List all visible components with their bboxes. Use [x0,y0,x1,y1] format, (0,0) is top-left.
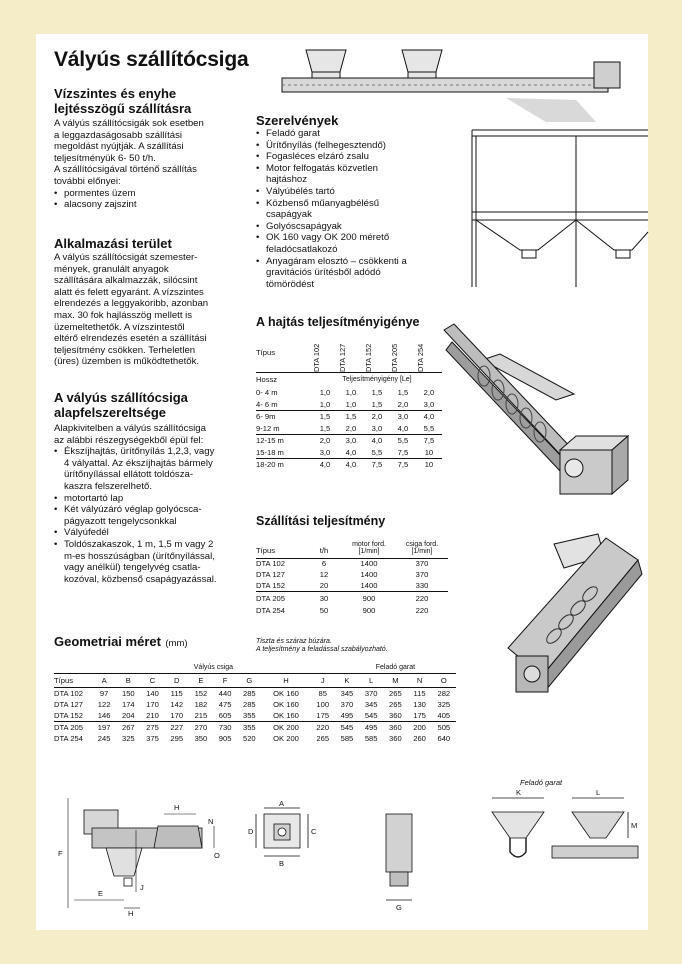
table-cell: 1,5 [397,388,409,397]
list-line: • motortartó lap [64,492,124,504]
table-cell: 150 [121,688,135,698]
table-cell: 2,0 [345,423,357,433]
capacity-table [256,536,448,616]
table-row [54,710,456,722]
column-header: M [392,675,399,685]
column-header: DTA 102 [312,343,321,372]
application-line: (üres) üzemben is működtethetők. [54,356,200,368]
intro-line: megoldást nyújtják. A szállítási [54,141,184,153]
table-cell: 3,0 [371,423,383,433]
table-row [256,459,442,471]
table-cell: 545 [364,711,378,720]
table-cell: DTA 205 [54,723,83,732]
list-line: • Vályúfedél [64,527,109,539]
intro-line: A vályús szállítócsigák sok esetben [54,118,204,129]
inlet-hopper-2 [402,50,442,72]
table-cell: 0- 4 m [256,388,278,397]
table-cell: 227 [170,723,184,732]
inlet-hopper-1 [306,50,346,72]
table-cell: 265 [316,734,330,744]
table-cell: 405 [437,711,451,720]
table-header: Típus [256,347,275,357]
table-cell: 1,5 [371,399,383,409]
hopper-side [572,812,624,838]
table-cell: OK 160 [273,688,299,698]
table-group-header: Feladó garat [375,663,416,671]
list-item [54,446,264,492]
application-line: A vályús szállítócsigát szemester- [54,252,198,263]
list-item [54,527,264,539]
table-cell: 355 [242,711,256,720]
table-cell: 370 [340,699,354,709]
column-header: DTA 152 [363,343,373,372]
table-cell: 350 [194,734,208,744]
dimension-labels [58,803,220,918]
list-line: • Fogasléces elzáró zsalu [266,151,369,163]
table-cell: 355 [242,723,256,732]
list-item [54,539,264,585]
table-cell: 2,0 [371,412,383,422]
table-cell: DTA 127 [54,699,83,709]
table-cell: 4,0 [423,412,435,422]
table-cell: OK 200 [273,734,299,744]
column-header: B [125,675,131,685]
table-cell: 5,5 [423,423,435,433]
list-item [54,493,264,505]
dim-label: F [58,849,63,858]
intro-line: A szállítócsigával történő szállítás [54,164,197,176]
table-cell: 6- 9m [256,412,276,422]
list-line: • Közbenső műanyagbélésű [266,197,380,209]
table-cell: DTA 102 [256,559,285,569]
dim-label: H [128,909,134,918]
list-item [54,504,264,527]
table-row [256,591,448,605]
table-cell: 1,5 [345,412,357,422]
application-line: üzemeltethetők. A vízszintestől [54,321,185,333]
table-cell: 152 [194,688,208,698]
column-header: A [101,675,107,685]
table-cell: 100 [316,699,330,709]
table-row [256,558,448,569]
table-cell: 730 [218,723,232,732]
table-cell: 1,0 [319,399,331,409]
column-header: DTA 205 [389,343,399,372]
intro-line: teljesítményük 6- 50 t/h. [54,152,156,164]
table-cell: DTA 254 [256,606,285,615]
application-line: alatt és felett egyaránt. A vízszintes [54,286,204,298]
table-cell: 7,5 [423,436,435,446]
table-cell: 1,5 [371,388,383,397]
table-cell: 295 [170,734,184,744]
application-line: max. 30 fok hajlásszög mellett is [54,309,193,321]
table-cell: 3,0 [319,447,331,457]
list-item: • alacsony zajszint [54,199,254,211]
dim-label: D [248,827,254,836]
table-cell: 3,0 [397,412,409,422]
column-header: K [344,675,350,685]
table-cell: 1,0 [345,388,357,397]
table-cell: 12-15 m [256,436,284,446]
table-cell: 370 [364,688,378,698]
column-header: N [416,675,423,685]
table-cell: 520 [242,734,256,744]
table-row [256,387,442,399]
dim-label: N [208,817,214,826]
table-cell: 267 [121,723,135,732]
table-cell: 220 [415,593,429,603]
table-cell: 140 [146,688,159,698]
table-cell: 215 [194,711,208,720]
list-line: págyazott tengelycsonkkal [64,515,177,527]
table-header: csiga ford. [1/min] [405,540,439,555]
table-cell: 285 [242,688,256,698]
intro-heading: Vízszintes és enyhe lejtésszögű szállításra [54,86,192,116]
table-cell: 585 [340,734,354,744]
equipment-bullets [54,446,264,585]
column-header: DTA 254 [415,343,425,372]
table-header: Hossz [256,375,278,385]
table-cell: 170 [146,699,159,709]
table-cell: 2,0 [397,399,409,409]
table-header: t/h [319,545,329,555]
equipment-line: Alapkivitelben a vályús szállítócsiga [54,423,206,434]
table-cell: 130 [413,699,426,709]
drive-motor [594,62,620,88]
table-row [54,733,456,745]
table-cell: 505 [437,723,451,732]
table-cell: 204 [121,711,135,720]
bulk-material [506,98,596,122]
table-cell: 7,5 [397,447,409,457]
conveyor-silo-illustration [276,42,648,287]
table-cell: OK 160 [273,699,299,709]
table-row [256,580,448,591]
geometry-table [54,662,456,745]
conveyor-inlet-illustration [502,526,648,706]
table-cell: DTA 152 [54,711,83,720]
table-cell: 495 [340,711,354,720]
table-group-header: Vályús csiga [193,663,234,671]
table-cell: DTA 102 [54,688,83,698]
table-cell: 640 [437,734,451,744]
table-cell: 360 [389,711,402,720]
table-cell: 3,0 [345,436,357,446]
table-cell: 345 [364,699,378,709]
column-header: D [173,675,180,685]
list-line: • Vályúbélés tartó [266,185,335,197]
table-cell: 1400 [360,580,378,590]
table-cell: 245 [97,734,111,744]
dim-label: B [279,859,285,868]
dim-label: E [98,889,104,898]
hopper-front [492,812,544,838]
dim-label: A [279,799,285,808]
equipment-heading: A vályús szállítócsiga alapfelszereltsége [54,390,188,420]
application-line: mények, granulált anyagok [54,263,169,275]
table-row [54,699,456,711]
table-cell: 325 [437,699,451,709]
table-cell: DTA 152 [256,580,285,590]
table-cell: 97 [99,688,109,698]
table-cell: 282 [437,688,451,698]
table-cell: 360 [389,734,402,744]
list-line: ürítőnyílással ellátott toldósza- [64,469,194,481]
table-cell: 260 [413,734,426,744]
list-line: gravitációs ürítésből adódó [266,267,381,279]
list-line: vagy anélkül) tengelyvég csatla- [64,562,201,574]
table-cell: 4,0 [319,460,331,470]
table-cell: 1400 [360,570,378,579]
table-cell: 10 [424,447,434,457]
table-cell: 9-12 m [256,423,280,433]
table-cell: 12 [319,570,329,579]
table-cell: 370 [415,559,429,569]
table-cell: OK 200 [273,723,299,732]
table-cell: 370 [415,570,429,579]
table-row [256,605,448,616]
equipment-line: az alábbi részegységekből épül fel: [54,434,204,446]
silo-frame [472,130,648,287]
table-cell: 275 [146,723,159,732]
drive-power-table [256,332,442,471]
list-item: • pormentes üzem [54,188,254,200]
table-cell: 18-20 m [256,460,284,470]
column-header: F [222,675,228,685]
intro-bullets [54,188,254,211]
table-cell: 2,0 [423,388,435,397]
table-cell: 6 [321,559,327,569]
table-cell: 3,0 [423,399,435,409]
intro-line: a leggazdaságosabb szállítási [54,129,183,141]
column-header: Típus [54,675,73,685]
table-cell: 220 [415,606,429,615]
list-line: hajtáshoz [266,174,308,186]
application-heading: Alkalmazási terület [54,236,172,251]
table-cell: 174 [121,699,135,709]
table-cell: 30 [319,593,329,603]
table-cell: 330 [415,580,429,590]
table-cell: 475 [218,699,232,709]
shaft-end-diagram [380,810,420,910]
geometry-unit: (mm) [165,638,188,649]
capacity-table-heading: Szállítási teljesítmény [256,514,386,528]
table-cell: 1,0 [345,399,357,409]
table-cell: 170 [170,711,184,720]
table-cell: 7,5 [397,460,409,470]
dim-label: L [596,788,601,797]
table-cell: 4- 6 m [256,399,278,409]
list-line: • Motor felfogatás közvetlen [266,162,378,174]
table-cell: 1400 [360,559,378,569]
feed-hopper-diagram [488,790,638,880]
list-line: • Feladó garat [266,128,320,139]
table-cell: DTA 205 [256,593,285,603]
table-cell: 2,0 [319,436,331,446]
table-header: Típus [256,545,275,555]
table-cell: 545 [340,723,354,732]
application-text [54,252,259,368]
application-line: elrendezés a leggyakoribb, azonban [54,298,209,310]
table-row [256,411,442,423]
table-cell: 142 [170,699,184,709]
application-line: teljesítmény csökken. Terheletlen [54,344,196,356]
table-cell: 10 [424,460,434,470]
geometry-heading [54,633,188,651]
table-cell: 175 [413,711,426,720]
table-row [54,722,456,734]
table-cell: 900 [362,606,376,615]
column-header: L [369,675,374,685]
cross-section-diagram [248,799,318,874]
table-cell: 345 [340,688,354,698]
application-line: szállítására alkalmazzák, silócsint [54,275,198,287]
table-cell: 50 [319,606,329,615]
table-cell: 15-18 m [256,447,284,457]
list-line: • Anyagáram elosztó – csökkenti a [266,255,407,267]
column-header: E [198,675,204,685]
column-header: O [440,675,447,685]
table-cell: 5,5 [371,447,383,457]
dim-label: O [214,851,220,860]
note-line: A teljesítmény a feladással szabályozható. [256,646,388,654]
list-line: 4 vályattal. Az ékszíjhajtás bármely [64,457,213,469]
table-cell: 7,5 [371,460,383,470]
table-cell: 197 [97,723,111,732]
table-cell: 440 [218,688,232,698]
list-line: m-es hosszúságban (ürítőnyílással, [64,550,215,562]
table-cell: 182 [194,699,208,709]
table-cell: 85 [318,688,327,698]
table-cell: 175 [316,711,330,720]
list-line: • Toldószakaszok, 1 m, 1,5 m vagy 2 [64,538,214,550]
list-line: • OK 160 vagy OK 200 mérető [266,232,390,244]
table-cell: 122 [97,699,111,709]
page [36,34,648,930]
trough-conveyor-illustration [444,320,644,510]
table-cell: 285 [242,699,256,709]
column-header: H [283,675,289,685]
table-cell: 220 [316,723,330,732]
table-row [256,435,442,447]
list-line: kaszra felszerelhető. [64,480,152,492]
table-cell: 115 [413,688,426,698]
table-cell: 1,5 [319,423,331,433]
column-header: C [149,675,156,685]
table-cell: 495 [364,723,378,732]
list-line: feladócsatlakozó [266,243,338,255]
table-cell: 265 [389,699,402,709]
table-cell: OK 160 [273,711,299,720]
table-row [256,399,442,411]
list-line: • Ékszíjhajtás, ürítőnyílás 1,2,3, vagy [64,446,215,458]
table-cell: 905 [218,734,232,744]
table-cell: 4,0 [345,460,357,470]
dim-label: J [140,883,144,892]
intro-line: további előnyei: [54,175,121,187]
table-cell: 1,5 [319,412,331,422]
table-cell: 585 [364,734,378,744]
end-plate [386,814,412,872]
fittings-heading: Szerelvények [256,113,339,128]
list-line: tömörödést [266,278,314,290]
page-title: Vályús szállítócsiga [54,48,249,71]
dim-label: M [631,821,638,830]
note-line: Tiszta és száraz búzára. [256,638,332,645]
table-row [256,423,442,435]
table-cell: DTA 127 [256,570,285,579]
table-row [256,447,442,459]
column-header: G [246,675,253,685]
intro-text [54,118,254,211]
table-cell: 115 [170,688,183,698]
list-line: • Golyóscsapágyak [266,220,342,232]
column-header: J [320,675,325,685]
equipment-text [54,423,264,585]
table-cell: 4,0 [397,423,409,433]
table-cell: 210 [146,711,159,720]
table-cell: 270 [194,723,208,732]
pulley [565,459,583,477]
table-cell: 375 [146,734,159,744]
hopper-diagram-title: Feladó garat [520,778,563,787]
dim-label: C [311,827,317,836]
table-cell: 146 [97,711,111,720]
capacity-notes [256,638,388,655]
table-cell: 200 [413,723,426,732]
table-cell: 605 [218,711,232,720]
list-line: • Két vályúzáró véglap golyócsca- [64,504,202,516]
table-row [54,687,456,699]
list-line: kozóval, közbenső csapágyazással. [64,573,217,585]
list-line: • Ürítőnyílás (felhegesztendő) [266,139,386,151]
dim-label: H [174,803,180,812]
column-header: DTA 127 [337,343,347,372]
application-line: eltérő elrendezés esetén a szállítási [54,333,207,345]
table-row [256,569,448,580]
table-header: motor ford. [1/min] [352,540,386,555]
table-cell: 4,0 [345,447,357,457]
table-cell: 20 [319,580,329,590]
table-cell: 900 [362,593,376,603]
table-cell: 265 [389,688,402,698]
list-line: csapágyak [266,209,312,221]
table-cell: 4,0 [371,436,383,446]
table-cell: 360 [389,723,402,732]
dim-label: G [396,903,402,912]
table-cell: 5,5 [397,436,409,446]
table-cell: 1,0 [319,388,331,397]
table-cell: DTA 254 [54,734,83,744]
drive-table-heading: A hajtás teljesítményigénye [256,315,420,329]
dim-label: K [516,788,522,797]
side-view-diagram [54,792,224,918]
table-header: Teljesítményigény [Le] [342,376,412,384]
geometry-title: Geometriai méret [54,634,161,649]
table-cell: 325 [121,734,135,744]
